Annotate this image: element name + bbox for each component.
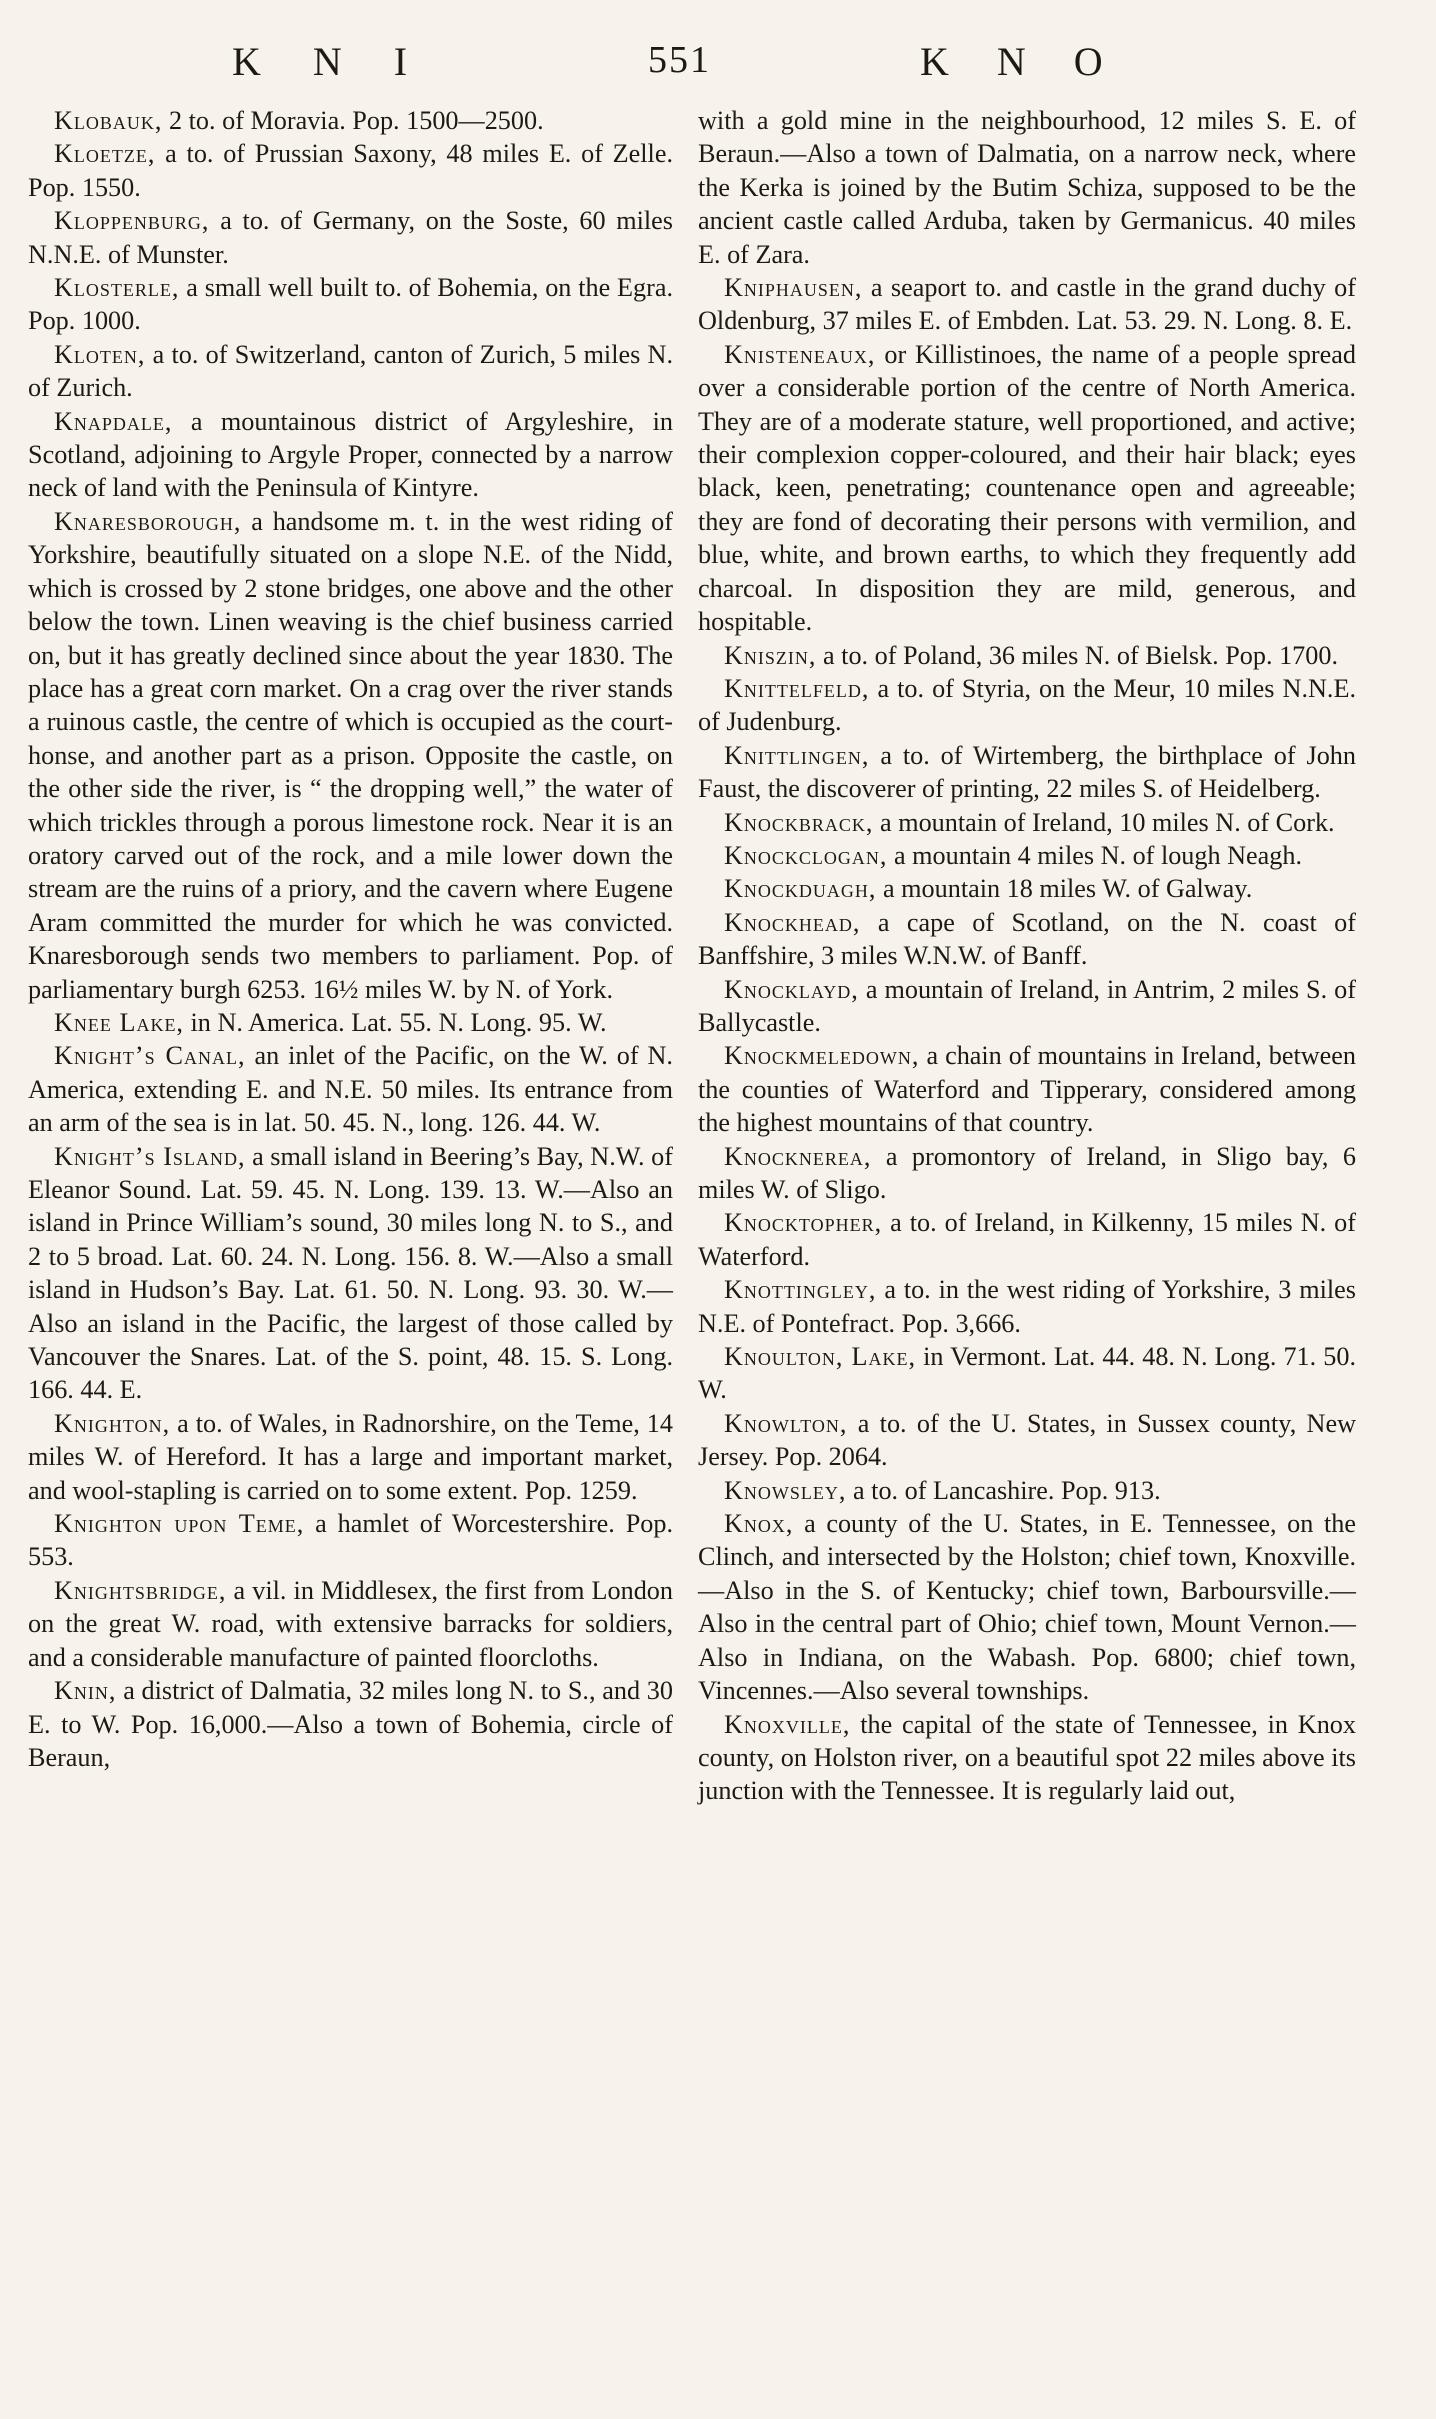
entry-headword: Knisteneaux,: [724, 339, 876, 369]
entry-headword: Knocktopher,: [724, 1208, 883, 1238]
gazetteer-entry: [28, 1507, 673, 1574]
entry-text: an inlet of the Pacific, on the W. of N. America, extending E. and N.E. 50 miles. Its entrance from an arm of the sea is in lat. 50. 45. N., long. 126. 44. W.: [28, 1041, 673, 1138]
entry-headword: Knockhead,: [724, 907, 861, 937]
entry-text: a mountain 18 miles W. of Galway.: [876, 874, 1253, 904]
right-column: [698, 104, 1356, 1808]
gazetteer-entry: [698, 1708, 1356, 1808]
entry-text: a hamlet of Worcestershire. Pop. 553.: [28, 1509, 673, 1572]
entry-headword: Knottingley,: [724, 1275, 877, 1305]
entry-text: a cape of Scotland, on the N. coast of Banffshire, 3 miles W.N.W. of Banff.: [698, 907, 1356, 971]
gazetteer-entry: [698, 1206, 1356, 1273]
entry-headword: Knee Lake,: [54, 1007, 184, 1037]
gazetteer-entry: [698, 739, 1356, 806]
entry-text: a vil. in Middlesex, the first from London on the great W. road, with extensive barracks for soldiers, and a considerable manufacture of painted floorcloths.: [28, 1575, 673, 1672]
gazetteer-entry: [698, 1273, 1356, 1340]
entry-headword: Knocklayd,: [724, 974, 859, 1004]
gazetteer-entry: [28, 1574, 673, 1674]
gazetteer-entry: [28, 505, 673, 1006]
gazetteer-entry: [28, 405, 673, 505]
entry-text: a mountain of Ireland, 10 miles N. of Cork.: [873, 807, 1335, 837]
gazetteer-entry: [28, 104, 673, 137]
entry-text: in Vermont. Lat. 44. 48. N. Long. 71. 50. W.: [698, 1342, 1356, 1405]
header-right-guide: K N O: [920, 39, 1105, 84]
page-number: 551: [648, 39, 711, 81]
entry-text: a to. of Wales, in Radnorshire, on the Teme, 14 miles W. of Hereford. It has a large and important market, and wool-stapling is carried on to some extent. Pop. 1259.: [28, 1408, 673, 1505]
entry-headword: Kloetze,: [54, 139, 156, 169]
entry-text: a chain of mountains in Ireland, between the counties of Waterford and Tipperary, considered among the highest mountains of that country.: [698, 1041, 1356, 1138]
left-column: [28, 104, 673, 1774]
entry-text: 2 to. of Moravia. Pop. 1500—2500.: [162, 106, 544, 135]
gazetteer-entry: [698, 1407, 1356, 1474]
entry-headword: Kloppenburg,: [54, 206, 210, 236]
entry-headword: Knocknerea,: [724, 1141, 872, 1171]
entry-text: a to. of Switzerland, canton of Zurich, 5 miles N. of Zurich.: [28, 339, 673, 403]
header-left-guide: K N I: [232, 39, 410, 84]
entry-headword: Knowlton,: [724, 1408, 848, 1438]
gazetteer-entry: [698, 973, 1356, 1040]
gazetteer-entry: [698, 672, 1356, 739]
entry-headword: Knighton upon Teme,: [54, 1509, 305, 1539]
gazetteer-entry: [698, 906, 1356, 973]
gazetteer-entry: [28, 204, 673, 271]
gazetteer-entry: [28, 1674, 673, 1774]
entry-headword: Knittlingen,: [724, 740, 870, 770]
gazetteer-entry: [698, 338, 1356, 639]
gazetteer-entry: [28, 1006, 673, 1039]
entry-text: a district of Dalmatia, 32 miles long N. to S., and 30 E. to W. Pop. 16,000.—Also a town of Bohemia, circle of Beraun,: [28, 1676, 673, 1772]
entry-text: a mountain 4 miles N. of lough Neagh.: [887, 840, 1303, 870]
entry-text: a promontory of Ireland, in Sligo bay, 6 miles W. of Sligo.: [698, 1141, 1356, 1204]
entry-text: a to. in the west riding of Yorkshire, 3 miles N.E. of Pontefract. Pop. 3,666.: [698, 1275, 1356, 1338]
entry-text: a to. of the U. States, in Sussex county, New Jersey. Pop. 2064.: [698, 1408, 1356, 1472]
entry-headword: Knighton,: [54, 1408, 171, 1438]
entry-headword: Knockmeledown,: [724, 1041, 920, 1071]
entry-headword: Knockbrack,: [724, 807, 874, 837]
gazetteer-entry: [28, 1407, 673, 1507]
gazetteer-entry: [698, 839, 1356, 872]
entry-text: a to. of Germany, on the Soste, 60 miles N.N.E. of Munster.: [28, 206, 673, 269]
running-header: [0, 38, 1436, 98]
entry-text: a to. of Ireland, in Kilkenny, 15 miles N. of Waterford.: [698, 1208, 1356, 1271]
entry-headword: Knaresborough,: [54, 506, 242, 536]
entry-text: the capital of the state of Tennessee, in Knox county, on Holston river, on a beautiful spot 22 miles above its junction with the Tennessee. It is regularly laid out,: [698, 1709, 1356, 1806]
entry-text: a small well built to. of Bohemia, on the Egra. Pop. 1000.: [28, 273, 673, 336]
entry-headword: Knoulton, Lake,: [724, 1342, 917, 1372]
entry-headword: Knapdale,: [54, 406, 173, 436]
gazetteer-entry: [28, 137, 673, 204]
gazetteer-entry: [698, 806, 1356, 839]
entry-headword: Knin,: [54, 1676, 117, 1706]
entry-headword: Knockduagh,: [724, 874, 877, 904]
gazetteer-entry: [28, 271, 673, 338]
entry-headword: Knoxville,: [724, 1709, 851, 1739]
entry-text: a handsome m. t. in the west riding of Yorkshire, beautifully situated on a slope N.E. of the Nidd, which is crossed by 2 stone bridges, one above and the other below the town. Linen weaving is the chief business carried on, but it has greatly declined since about the year 1830. The place has a great corn market. On a crag over the river stands a ruinous castle, the centre of which is occupied as the court-honse, and another part as a prison. Opposite the castle, on the other side the river, is “ the dropping well,” the water of which trickles through a porous limestone rock. Near it is an oratory carved out of the rock, and a mile lower down the stream are the ruins of a priory, and the cavern where Eugene Aram committed the murder for which he was convicted. Knaresborough sends two members to parliament. Pop. of parliamentary burgh 6253. 16½ miles W. by N. of York.: [28, 506, 673, 1004]
entry-text: in N. America. Lat. 55. N. Long. 95. W.: [183, 1007, 607, 1037]
gazetteer-entry: [28, 338, 673, 405]
gazetteer-entry: [698, 1474, 1356, 1507]
gazetteer-entry: [698, 104, 1356, 271]
entry-headword: Knowsley,: [724, 1475, 847, 1505]
entry-headword: Knockclogan,: [724, 840, 888, 870]
entry-headword: Klobauk,: [54, 106, 163, 135]
gazetteer-entry: [698, 1507, 1356, 1707]
entry-text: a county of the U. States, in E. Tennessee, on the Clinch, and intersected by the Holston; chief town, Knoxville.—Also in the S. of Kentucky; chief town, Barboursville.—Also in the central part of Ohio; chief town, Mount Vernon.—Also in Indiana, on the Wabash. Pop. 6800; chief town, Vincennes.—Also several townships.: [698, 1509, 1356, 1706]
entry-headword: Knox,: [724, 1509, 794, 1539]
entry-text: or Killistinoes, the name of a people spread over a considerable portion of the centre of North America. They are of a moderate stature, well proportioned, and active; their complexion copper-coloured, and their hair black; eyes black, keen, penetrating; countenance open and agreeable; they are fond of decorating their persons with vermilion, and blue, white, and brown earths, to which they frequently add charcoal. In disposition they are mild, generous, and hospitable.: [698, 339, 1356, 637]
entry-text: a mountain of Ireland, in Antrim, 2 miles S. of Ballycastle.: [698, 974, 1356, 1037]
gazetteer-entry: [698, 1340, 1356, 1407]
entry-text: a to. of Lancashire. Pop. 913.: [846, 1475, 1161, 1505]
entry-text: a seaport to. and castle in the grand duchy of Oldenburg, 37 miles E. of Embden. Lat. 53. 29. N. Long. 8. E.: [698, 273, 1356, 336]
gazetteer-entry: [698, 1140, 1356, 1207]
entry-text: with a gold mine in the neighbourhood, 12 miles S. E. of Beraun.—Also a town of Dalmatia, on a narrow neck, where the Kerka is joined by the Butim Schiza, supposed to be the ancient castle called Arduba, taken by Germanicus. 40 miles E. of Zara.: [698, 106, 1356, 269]
entry-text: a to. of Wirtemberg, the birthplace of John Faust, the discoverer of printing, 22 miles S. of Heidelberg.: [698, 740, 1356, 804]
entry-headword: Knight’s Island,: [54, 1141, 246, 1171]
entry-headword: Knight’s Canal,: [54, 1041, 246, 1071]
gazetteer-entry: [28, 1039, 673, 1139]
entry-headword: Kloten,: [54, 339, 146, 369]
gazetteer-entry: [28, 1140, 673, 1407]
gazetteer-entry: [698, 639, 1356, 672]
entry-text: a to. of Styria, on the Meur, 10 miles N.N.E. of Judenburg.: [698, 673, 1356, 737]
entry-headword: Kniszin,: [724, 640, 817, 670]
entry-headword: Klosterle,: [54, 273, 180, 303]
entry-text: a to. of Poland, 36 miles N. of Bielsk. Pop. 1700.: [816, 640, 1339, 670]
entry-text: a to. of Prussian Saxony, 48 miles E. of Zelle. Pop. 1550.: [28, 139, 673, 202]
entry-headword: Knittelfeld,: [724, 673, 870, 703]
entry-headword: Knightsbridge,: [54, 1575, 227, 1605]
gazetteer-entry: [698, 271, 1356, 338]
entry-headword: Kniphausen,: [724, 273, 863, 303]
gazetteer-entry: [698, 872, 1356, 905]
entry-text: a mountainous district of Argyleshire, in Scotland, adjoining to Argyle Proper, connected by a narrow neck of land with the Peninsula of Kintyre.: [28, 406, 673, 503]
gazetteer-entry: [698, 1039, 1356, 1139]
entry-text: a small island in Beering’s Bay, N.W. of Eleanor Sound. Lat. 59. 45. N. Long. 139. 13. W.—Also an island in Prince William’s sound, 30 miles long N. to S., and 2 to 5 broad. Lat. 60. 24. N. Long. 156. 8. W.—Also a small island in Hudson’s Bay. Lat. 61. 50. N. Long. 93. 30. W.—Also an island in the Pacific, the largest of those called by Vancouver the Snares. Lat. of the S. point, 48. 15. S. Long. 166. 44. E.: [28, 1141, 674, 1405]
